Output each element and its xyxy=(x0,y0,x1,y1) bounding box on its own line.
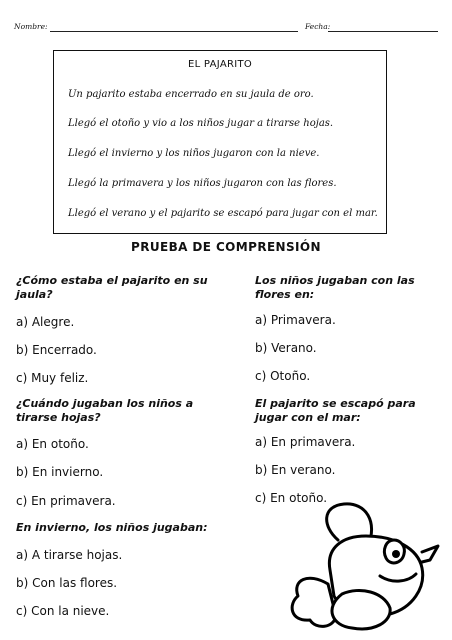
question-4 xyxy=(255,274,415,302)
answer-option[interactable]: a) En primavera. xyxy=(255,435,356,449)
date-label: Fecha: xyxy=(305,22,331,31)
question-1 xyxy=(16,274,208,302)
question-line: En invierno, los niños jugaban: xyxy=(16,521,208,534)
student-header xyxy=(14,22,438,36)
story-title: EL PAJARITO xyxy=(187,59,253,70)
name-label: Nombre: xyxy=(14,22,48,31)
story-line: Llegó el verano y el pajarito se escapó para jugar con el mar. xyxy=(68,208,378,219)
answer-option[interactable]: c) En primavera. xyxy=(16,494,116,508)
question-5 xyxy=(255,397,416,425)
date-blank-line[interactable] xyxy=(328,31,438,32)
question-line: Los niños jugaban con las xyxy=(255,274,415,287)
answer-option[interactable]: a) Primavera. xyxy=(255,313,336,327)
question-line: ¿Cómo estaba el pajarito en su xyxy=(16,274,208,287)
story-line: Llegó la primavera y los niños jugaron con las flores. xyxy=(68,178,337,189)
answer-option[interactable]: b) En verano. xyxy=(255,463,336,477)
answer-option[interactable]: c) Otoño. xyxy=(255,369,311,383)
answer-option[interactable]: c) Muy feliz. xyxy=(16,371,89,385)
name-blank-line[interactable] xyxy=(50,31,298,32)
answer-option[interactable]: a) A tirarse hojas. xyxy=(16,548,123,562)
story-box xyxy=(53,50,387,234)
answer-option[interactable]: b) Verano. xyxy=(255,341,317,355)
question-line: tirarse hojas? xyxy=(16,411,101,424)
question-line: El pajarito se escapó para xyxy=(255,397,416,410)
answer-option[interactable]: c) Con la nieve. xyxy=(16,604,110,618)
story-line: Un pajarito estaba encerrado en su jaula de oro. xyxy=(68,89,314,100)
question-line: jugar con el mar: xyxy=(255,411,361,424)
question-2 xyxy=(16,397,193,425)
answer-option[interactable]: c) En otoño. xyxy=(255,491,328,505)
question-line: jaula? xyxy=(16,288,53,301)
answer-option[interactable]: a) Alegre. xyxy=(16,315,75,329)
answer-option[interactable]: b) En invierno. xyxy=(16,465,104,479)
answer-option[interactable]: b) Con las flores. xyxy=(16,576,118,590)
question-line: ¿Cuándo jugaban los niños a xyxy=(16,397,194,410)
answer-option[interactable]: b) Encerrado. xyxy=(16,343,97,357)
story-line: Llegó el otoño y vio a los niños jugar a tirarse hojas. xyxy=(68,118,334,129)
question-line: flores en: xyxy=(255,288,315,301)
answer-option[interactable]: a) En otoño. xyxy=(16,437,89,451)
question-3 xyxy=(16,521,208,535)
quiz-title: PRUEBA DE COMPRENSIÓN xyxy=(131,240,321,254)
cartoon-bird-icon xyxy=(282,500,442,636)
story-line: Llegó el invierno y los niños jugaron con la nieve. xyxy=(68,148,320,159)
